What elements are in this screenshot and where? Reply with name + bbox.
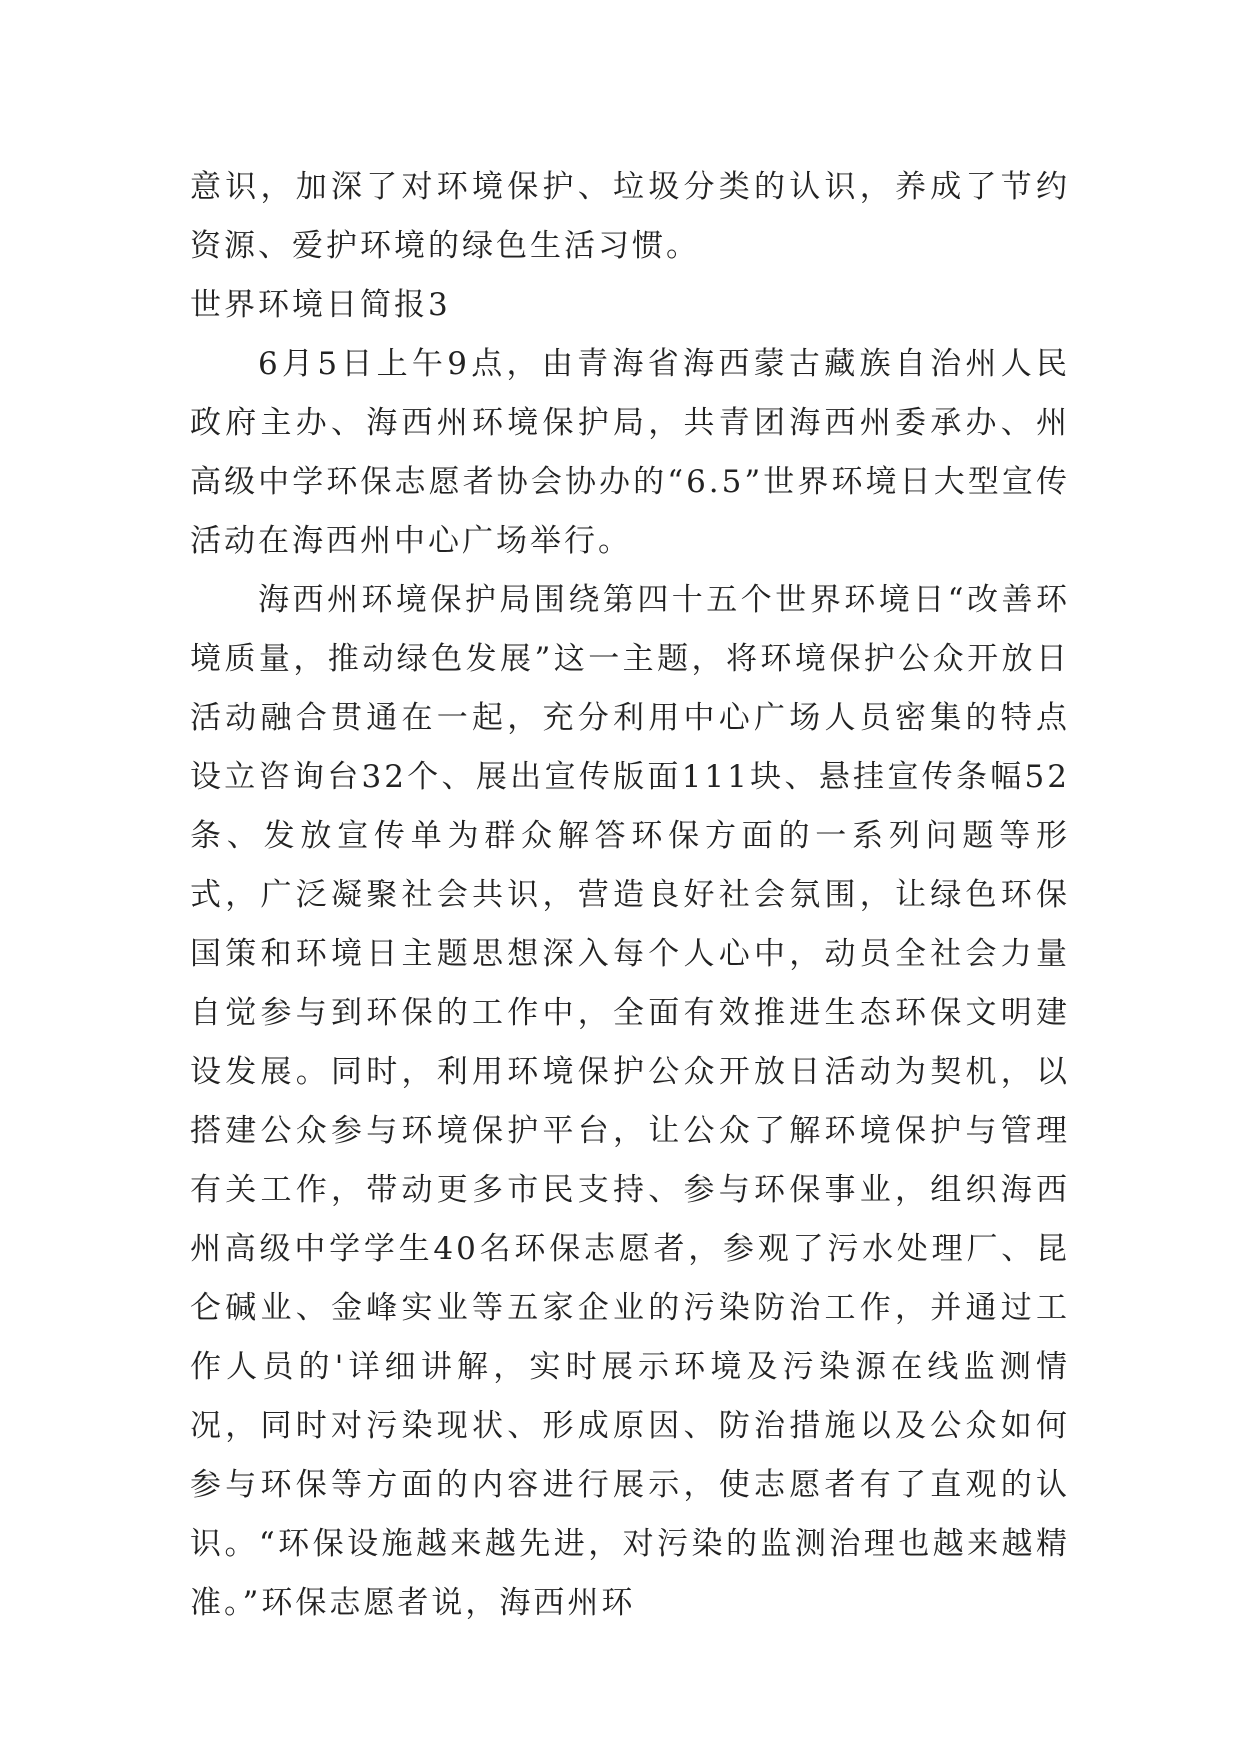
- section-heading: 世界环境日简报3: [190, 287, 451, 323]
- continued-paragraph: 意识，加深了对环境保护、垃圾分类的认识，养成了节约资源、爱护环境的绿色生活习惯。: [190, 169, 1070, 264]
- document-body: [190, 158, 1070, 1633]
- body-paragraph: 6月5日上午9点，由青海省海西蒙古藏族自治州人民政府主办、海西州环境保护局，共青团海西州委承办、州高级中学环保志愿者协会协办的“6.5”世界环境日大型宣传活动在海西州中心广场举行。: [190, 346, 1070, 559]
- body-paragraph: 海西州环境保护局围绕第四十五个世界环境日“改善环境质量，推动绿色发展”这一主题，将环境保护公众开放日活动融合贯通在一起，充分利用中心广场人员密集的特点设立咨询台32个、展出宣传版面111块、悬挂宣传条幅52条、发放宣传单为群众解答环保方面的一系列问题等形式，广泛凝聚社会共识，营造良好社会氛围，让绿色环保国策和环境日主题思想深入每个人心中，动员全社会力量自觉参与到环保的工作中，全面有效推进生态环保文明建设发展。同时，利用环境保护公众开放日活动为契机，以搭建公众参与环境保护平台，让公众了解环境保护与管理有关工作，带动更多市民支持、参与环保事业，组织海西州高级中学学生40名环保志愿者，参观了污水处理厂、昆仑碱业、金峰实业等五家企业的污染防治工作，并通过工作人员的'详细讲解，实时展示环境及污染源在线监测情况，同时对污染现状、形成原因、防治措施以及公众如何参与环保等方面的内容进行展示，使志愿者有了直观的认识。“环保设施越来越先进，对污染的监测治理也越来越精准。”环保志愿者说，海西州环: [190, 582, 1070, 1621]
